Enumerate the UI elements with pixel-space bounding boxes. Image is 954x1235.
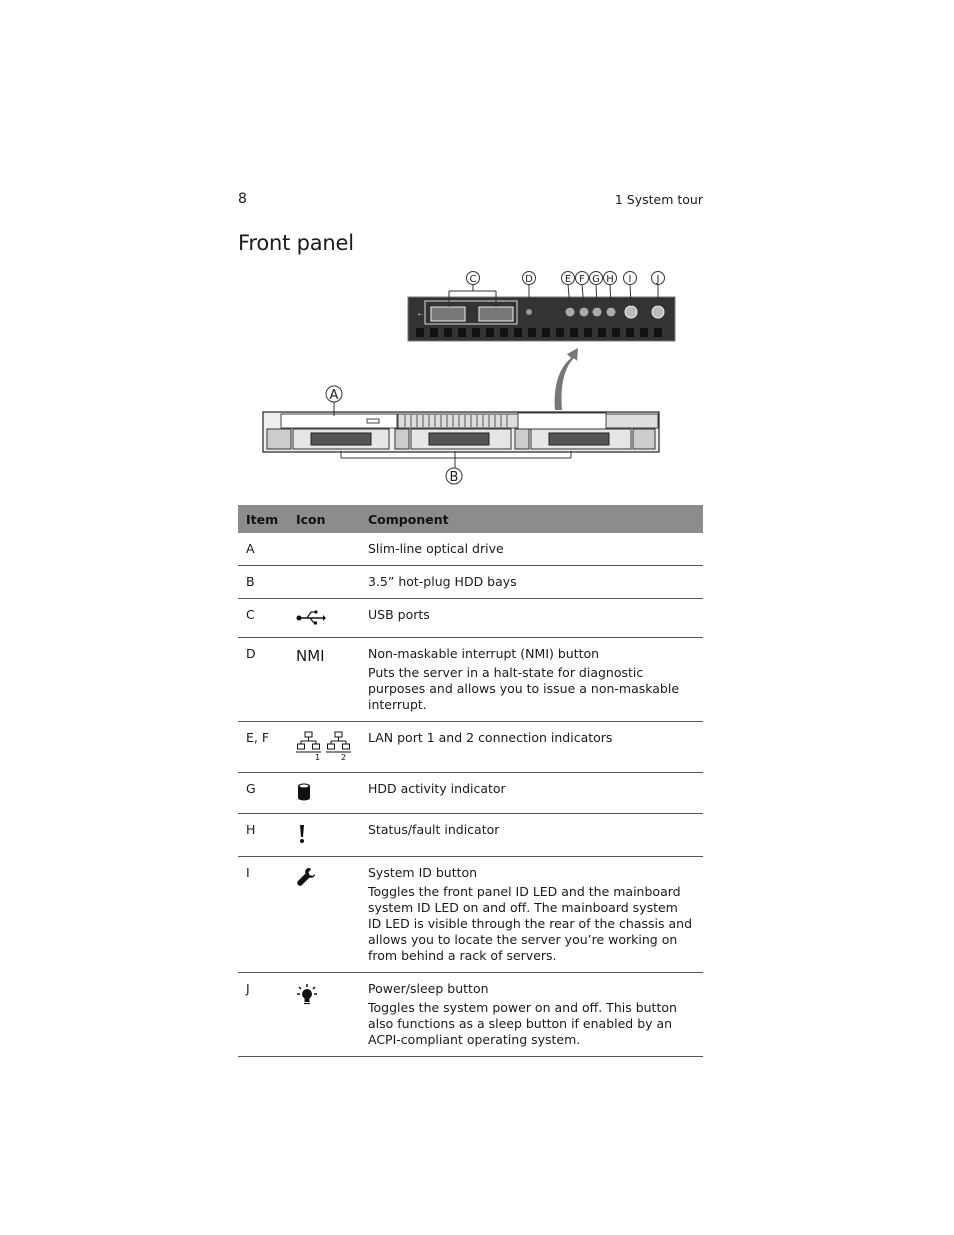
item-label: J [238,973,288,1057]
lan-label-1: 1 [315,753,321,760]
table-row [238,857,703,973]
header-item: Item [238,505,288,533]
component-name: 3.5” hot-plug HDD bays [360,566,703,599]
front-panel-figure [255,268,685,490]
table-row [238,722,703,773]
component-name: Status/fault indicator [360,814,703,857]
lan-label-2: 2 [341,753,347,760]
nmi-icon: NMI [296,647,325,665]
item-label: G [238,773,288,814]
item-label: C [238,599,288,638]
item-label: A [238,533,288,566]
callout-i: I [628,274,632,285]
table-row [238,533,703,566]
power-sleep-icon [296,983,318,1005]
component-name: LAN port 1 and 2 connection indicators [360,722,703,773]
table-row [238,814,703,857]
callout-b: B [449,470,459,485]
callout-h: H [606,274,614,285]
callout-c: C [469,274,477,285]
component-name: System ID button [368,865,478,880]
svg-text:⇠: ⇠ [418,311,424,318]
header-component: Component [360,505,703,533]
component-description: Toggles the front panel ID LED and the mainboard system ID LED on and off. The mainboard system ID LED is visible through the rear of the chassis and allows you to locate the server you’re working on from behind a rack of servers. [368,884,692,963]
components-table [238,505,703,1057]
callout-j: J [656,274,660,285]
page-number: 8 [238,191,247,207]
table-row [238,638,703,722]
item-label: E, F [238,722,288,773]
item-label: H [238,814,288,857]
wrench-icon [296,867,316,887]
table-header-row [238,505,703,533]
item-label: B [238,566,288,599]
component-name: USB ports [360,599,703,638]
callout-f: F [579,274,585,285]
zoom-arrow [555,348,578,410]
callout-g: G [592,274,600,285]
item-label: D [238,638,288,722]
table-row [238,599,703,638]
chapter-title: 1 System tour [614,192,703,207]
callout-d: D [525,274,533,285]
usb-icon [296,609,326,625]
hdd-icon [296,783,312,801]
component-name: Power/sleep button [368,981,489,996]
callout-a: A [329,388,339,403]
header-icon: Icon [288,505,360,533]
component-description: Toggles the system power on and off. This button also functions as a sleep button if enabled by an ACPI-compliant operating system. [368,1000,677,1047]
item-label: I [238,857,288,973]
fault-icon [296,824,308,844]
component-description: Puts the server in a halt-state for diagnostic purposes and allows you to issue a non-maskable interrupt. [368,665,680,712]
section-title: Front panel [238,231,354,255]
component-name: HDD activity indicator [360,773,703,814]
component-name: Non-maskable interrupt (NMI) button [368,646,600,661]
component-name: Slim-line optical drive [360,533,703,566]
callout-e: E [564,274,572,285]
table-row [238,566,703,599]
callouts-top [467,272,665,286]
server-chassis [263,412,659,452]
lan-icon [296,730,352,760]
table-row [238,973,703,1057]
table-row [238,773,703,814]
control-panel-closeup [408,297,675,341]
